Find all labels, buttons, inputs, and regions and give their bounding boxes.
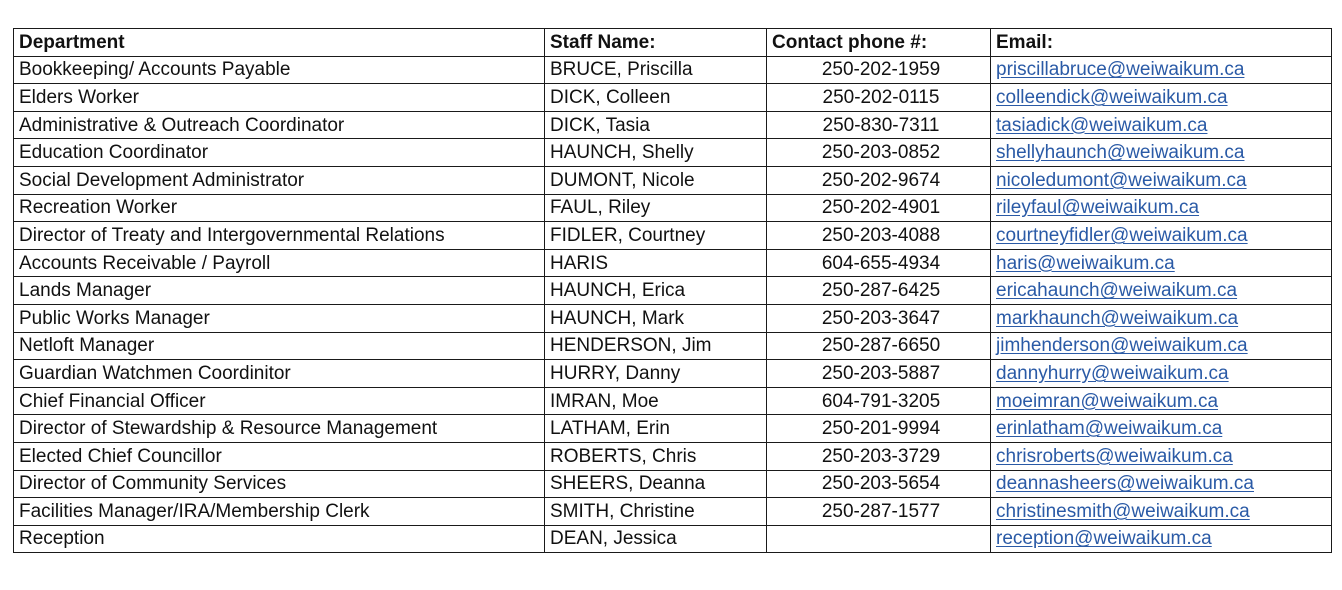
email-link[interactable]: jimhenderson@weiwaikum.ca [996,335,1248,357]
table-row [14,166,1332,194]
department-cell: Director of Stewardship & Resource Management [14,415,545,443]
table-row [14,111,1332,139]
staff-name-cell: FIDLER, Courtney [545,222,767,250]
email-cell [991,139,1332,167]
email-link[interactable]: moeimran@weiwaikum.ca [996,390,1219,412]
table-row [14,332,1332,360]
phone-cell: 250-830-7311 [767,111,991,139]
email-link[interactable]: colleendick@weiwaikum.ca [996,86,1228,108]
table-row [14,470,1332,498]
email-link[interactable]: christinesmith@weiwaikum.ca [996,500,1250,522]
staff-name-cell: BRUCE, Priscilla [545,56,767,84]
department-cell: Facilities Manager/IRA/Membership Clerk [14,498,545,526]
email-link[interactable]: nicoledumont@weiwaikum.ca [996,169,1247,191]
header-staff-name: Staff Name: [545,29,767,57]
email-cell [991,332,1332,360]
staff-name-cell: SMITH, Christine [545,498,767,526]
department-cell: Education Coordinator [14,139,545,167]
email-cell [991,387,1332,415]
email-link[interactable]: erinlatham@weiwaikum.ca [996,418,1223,440]
department-cell: Lands Manager [14,277,545,305]
table-row [14,498,1332,526]
table-row [14,56,1332,84]
phone-cell: 604-655-4934 [767,249,991,277]
staff-name-cell: IMRAN, Moe [545,387,767,415]
email-link[interactable]: markhaunch@weiwaikum.ca [996,307,1239,329]
email-link[interactable]: priscillabruce@weiwaikum.ca [996,59,1245,81]
phone-cell: 250-287-6650 [767,332,991,360]
email-cell [991,249,1332,277]
staff-name-cell: DEAN, Jessica [545,525,767,553]
staff-name-cell: HAUNCH, Erica [545,277,767,305]
table-row [14,194,1332,222]
email-cell [991,111,1332,139]
department-cell: Bookkeeping/ Accounts Payable [14,56,545,84]
department-cell: Director of Community Services [14,470,545,498]
email-cell [991,304,1332,332]
staff-name-cell: HAUNCH, Shelly [545,139,767,167]
department-cell: Administrative & Outreach Coordinator [14,111,545,139]
table-row [14,387,1332,415]
phone-cell [767,525,991,553]
table-body [14,56,1332,553]
email-link[interactable]: shellyhaunch@weiwaikum.ca [996,142,1245,164]
email-cell [991,56,1332,84]
staff-name-cell: SHEERS, Deanna [545,470,767,498]
email-cell [991,470,1332,498]
phone-cell: 250-202-4901 [767,194,991,222]
email-link[interactable]: tasiadick@weiwaikum.ca [996,114,1208,136]
department-cell: Public Works Manager [14,304,545,332]
phone-cell: 250-203-5654 [767,470,991,498]
email-cell [991,194,1332,222]
email-cell [991,415,1332,443]
phone-cell: 250-201-9994 [767,415,991,443]
department-cell: Accounts Receivable / Payroll [14,249,545,277]
staff-name-cell: HARIS [545,249,767,277]
phone-cell: 250-202-1959 [767,56,991,84]
header-contact-phone: Contact phone #: [767,29,991,57]
header-email: Email: [991,29,1332,57]
email-cell [991,442,1332,470]
email-cell [991,84,1332,112]
staff-name-cell: DUMONT, Nicole [545,166,767,194]
department-cell: Elders Worker [14,84,545,112]
department-cell: Recreation Worker [14,194,545,222]
table-row [14,277,1332,305]
department-cell: Elected Chief Councillor [14,442,545,470]
email-link[interactable]: haris@weiwaikum.ca [996,252,1175,274]
phone-cell: 250-203-4088 [767,222,991,250]
email-link[interactable]: chrisroberts@weiwaikum.ca [996,445,1233,467]
table-row [14,304,1332,332]
email-cell [991,525,1332,553]
email-cell [991,360,1332,388]
department-cell: Director of Treaty and Intergovernmental Relations [14,222,545,250]
phone-cell: 250-203-3729 [767,442,991,470]
phone-cell: 250-287-6425 [767,277,991,305]
staff-name-cell: DICK, Tasia [545,111,767,139]
phone-cell: 250-287-1577 [767,498,991,526]
table-row [14,360,1332,388]
department-cell: Social Development Administrator [14,166,545,194]
table-row [14,415,1332,443]
staff-name-cell: DICK, Colleen [545,84,767,112]
department-cell: Reception [14,525,545,553]
table-row [14,222,1332,250]
phone-cell: 250-203-5887 [767,360,991,388]
email-link[interactable]: ericahaunch@weiwaikum.ca [996,280,1238,302]
table-row [14,84,1332,112]
phone-cell: 604-791-3205 [767,387,991,415]
header-row [14,29,1332,57]
staff-name-cell: HENDERSON, Jim [545,332,767,360]
email-cell [991,277,1332,305]
email-cell [991,222,1332,250]
email-link[interactable]: dannyhurry@weiwaikum.ca [996,362,1229,384]
email-link[interactable]: rileyfaul@weiwaikum.ca [996,197,1200,219]
table-row [14,249,1332,277]
email-link[interactable]: reception@weiwaikum.ca [996,528,1212,550]
staff-name-cell: ROBERTS, Chris [545,442,767,470]
table-row [14,139,1332,167]
staff-name-cell: FAUL, Riley [545,194,767,222]
table-row [14,442,1332,470]
email-link[interactable]: courtneyfidler@weiwaikum.ca [996,224,1248,246]
staff-directory-table [13,28,1332,553]
email-link[interactable]: deannasheers@weiwaikum.ca [996,473,1254,495]
header-department: Department [14,29,545,57]
department-cell: Guardian Watchmen Coordinitor [14,360,545,388]
staff-name-cell: HAUNCH, Mark [545,304,767,332]
staff-name-cell: HURRY, Danny [545,360,767,388]
phone-cell: 250-202-9674 [767,166,991,194]
staff-name-cell: LATHAM, Erin [545,415,767,443]
email-cell [991,166,1332,194]
phone-cell: 250-203-3647 [767,304,991,332]
phone-cell: 250-203-0852 [767,139,991,167]
phone-cell: 250-202-0115 [767,84,991,112]
department-cell: Chief Financial Officer [14,387,545,415]
email-cell [991,498,1332,526]
department-cell: Netloft Manager [14,332,545,360]
table-row [14,525,1332,553]
